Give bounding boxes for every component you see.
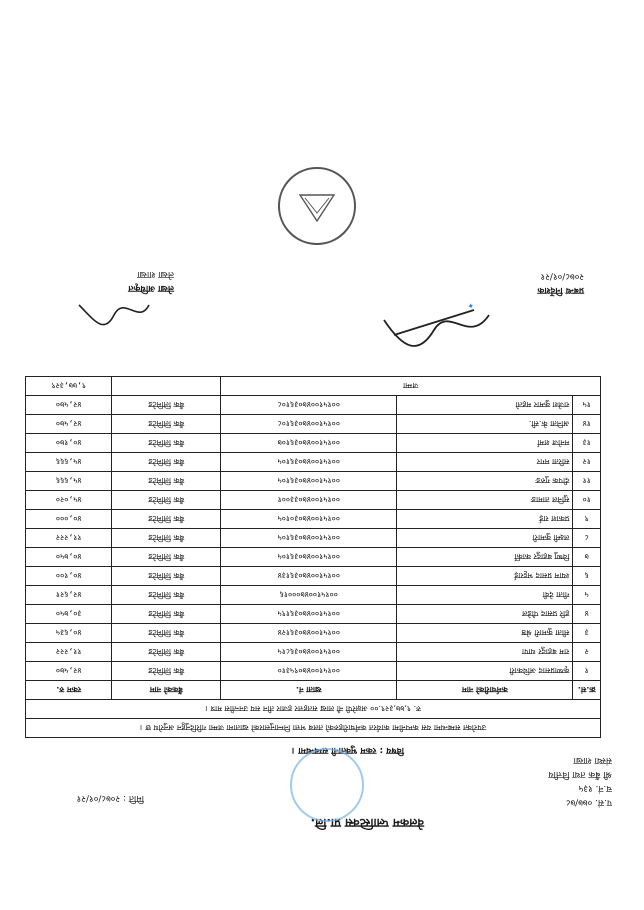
cell-name: दीपक गुरुङ <box>397 472 573 491</box>
cell-bank: बैंक लिमिटेड <box>112 396 221 415</box>
cell-bank: बैंक लिमिटेड <box>112 434 221 453</box>
table-row <box>26 529 601 548</box>
cell-name: अनिता के.सी. <box>397 415 573 434</box>
cell-amt: ४०,१७० <box>26 434 112 453</box>
cell-bank: बैंक लिमिटेड <box>112 605 221 624</box>
cell-bank: बैंक लिमिटेड <box>112 548 221 567</box>
table-row <box>26 396 601 415</box>
cell-acc: ००१५१००४७०३६८१५ <box>221 643 397 662</box>
table-row <box>26 510 601 529</box>
cell-name: लक्ष्मी कुमारी <box>397 529 573 548</box>
cell-sn: ४ <box>573 605 601 624</box>
cell-acc: ००१५१००४७०३६१०५ <box>221 472 397 491</box>
cell-amt: ४५,६६६ <box>26 472 112 491</box>
letter-date: मिति : २०७८/०१/२१ <box>76 793 144 803</box>
cell-amt: ४२,५७० <box>26 662 112 681</box>
right-signature-sub: लेखा शाखा <box>137 269 174 279</box>
total-amount: ९,७७,३२९ <box>26 377 112 396</box>
cell-amt: ४०,००० <box>26 510 112 529</box>
cell-sn: ७ <box>573 548 601 567</box>
recipient-line-2: संस्था शाखा <box>573 755 612 765</box>
company-seal <box>278 167 356 245</box>
total-label: जम्मा <box>221 377 601 396</box>
cell-bank: बैंक लिमिटेड <box>112 453 221 472</box>
cell-name: गीता देवी <box>397 586 573 605</box>
letter-number: च.नं. १३५ <box>578 783 612 793</box>
blue-stamp-text: ✦ <box>466 300 475 311</box>
cell-bank: बैंक लिमिटेड <box>112 624 221 643</box>
cell-name: कृष्णप्रसाद अधिकारी <box>397 662 573 681</box>
cell-amt: ३०,७५० <box>26 605 112 624</box>
header-name: कर्मचारीको नाम <box>397 681 573 700</box>
cell-name: सीता कुमारी श्रेष्ठ <box>397 624 573 643</box>
reference-number: प.सं. ०७७/७८ <box>565 797 612 807</box>
cell-sn: १० <box>573 491 601 510</box>
cell-sn: २ <box>573 643 601 662</box>
cell-sn: ९ <box>573 510 601 529</box>
cell-bank: बैंक लिमिटेड <box>112 662 221 681</box>
cell-acc: ००१५१००४७०३३००१ <box>221 491 397 510</box>
cell-sn: ३ <box>573 624 601 643</box>
intro-line-1: उपरोक्त सम्बन्धमा यस कम्पनीमा कार्यरत कर्मचारीहरुको तलब भत्ता निम्नानुसारको खातामा जम्मा गरिदिनुहुन अनुरोध छ । <box>26 719 601 738</box>
cell-sn: १३ <box>573 434 601 453</box>
table-row <box>26 662 601 681</box>
cell-name: राम बहादुर थापा <box>397 643 573 662</box>
cell-name: प्रकाश राई <box>397 510 573 529</box>
salary-table <box>25 376 601 738</box>
cell-acc: ००१५१००४७०३६१०५ <box>221 529 397 548</box>
cell-amt: ४०,६३५ <box>26 624 112 643</box>
cell-acc: ००१५१००४७०३६१३४ <box>221 567 397 586</box>
cell-amt: ४०,१०० <box>26 567 112 586</box>
cell-acc: ००१५१००४७०३६१९५ <box>221 605 397 624</box>
table-row <box>26 415 601 434</box>
total-spacer <box>112 377 221 396</box>
cell-sn: ५ <box>573 586 601 605</box>
cell-acc: ००१५१००४७०००१६ <box>221 586 397 605</box>
company-name: वेलकम प्लास्टिक्स प्रा.लि. <box>310 816 424 830</box>
table-row <box>26 586 601 605</box>
cell-acc: ००१५१००४७०३६१०७ <box>221 434 397 453</box>
cell-amt: ४२,५७० <box>26 415 112 434</box>
cell-name: सुनिल तामाङ <box>397 491 573 510</box>
cell-acc: ००१५१००४७०३६१०५ <box>221 453 397 472</box>
cell-name: मनोज शर्मा <box>397 434 573 453</box>
seal-emblem-icon <box>280 169 354 243</box>
cell-bank: बैंक लिमिटेड <box>112 529 221 548</box>
table-row <box>26 491 601 510</box>
cell-sn: ८ <box>573 529 601 548</box>
recipient-line-1: श्री बैंक तथा वित्तीय <box>548 769 612 779</box>
cell-name: विष्णु बहादुर कार्की <box>397 548 573 567</box>
subject-line: विषय : रकम भुक्तानी सम्बन्धमा । <box>291 745 404 755</box>
cell-sn: ११ <box>573 472 601 491</box>
cell-amt: ११,२२२ <box>26 529 112 548</box>
header-account: खाता नं. <box>221 681 397 700</box>
cell-amt: ४२,६२१ <box>26 586 112 605</box>
table-row <box>26 453 601 472</box>
left-signature-date: २०७८/०१/२१ <box>540 271 584 281</box>
cell-acc: ००१५१००४७०९५३१० <box>221 662 397 681</box>
cell-bank: बैंक लिमिटेड <box>112 491 221 510</box>
cell-sn: ६ <box>573 567 601 586</box>
cell-acc: ००१५१००४७०३६१०८ <box>221 415 397 434</box>
table-row <box>26 434 601 453</box>
table-row <box>26 624 601 643</box>
total-row <box>26 377 601 396</box>
cell-bank: बैंक लिमिटेड <box>112 586 221 605</box>
cell-sn: १२ <box>573 453 601 472</box>
cell-name: हरि प्रसाद पौडेल <box>397 605 573 624</box>
table-body <box>26 396 601 681</box>
left-signature-title: प्रबन्ध निर्देशक <box>537 285 584 295</box>
cell-amt: ४२,५७० <box>26 396 112 415</box>
cell-amt: ११,२२२ <box>26 643 112 662</box>
table-row <box>26 567 601 586</box>
cell-sn: १४ <box>573 415 601 434</box>
table-header-row <box>26 681 601 700</box>
table-row <box>26 643 601 662</box>
cell-sn: १ <box>573 662 601 681</box>
table-row <box>26 548 601 567</box>
intro-line-2: रु. ९,७७,३२९.०० अक्षरेपी नौ लाख सतहत्तर हजार तीन सय उनन्तीस मात्र । <box>26 700 601 719</box>
header-bank: बैंकको नाम <box>112 681 221 700</box>
right-signature-title: लेखा अधिकृत <box>128 283 174 293</box>
cell-bank: बैंक लिमिटेड <box>112 472 221 491</box>
cell-bank: बैंक लिमिटेड <box>112 643 221 662</box>
cell-acc: ००१५१००४७०३६१०५ <box>221 548 397 567</box>
cell-amt: ४५,६६६ <box>26 453 112 472</box>
header-sn: क्र.सं. <box>573 681 601 700</box>
cell-name: सरिता मगर <box>397 453 573 472</box>
cell-name: राजेश कुमार महतो <box>397 396 573 415</box>
cell-bank: बैंक लिमिटेड <box>112 510 221 529</box>
right-handwritten-signature <box>74 290 154 330</box>
cell-bank: बैंक लिमिटेड <box>112 415 221 434</box>
cell-acc: ००१५१००४७०३०१०५ <box>221 510 397 529</box>
header-amount: रकम रु. <box>26 681 112 700</box>
cell-bank: बैंक लिमिटेड <box>112 567 221 586</box>
cell-name: श्याम प्रसाद भट्टराई <box>397 567 573 586</box>
cell-amt: ४५,०२० <box>26 491 112 510</box>
cell-acc: ००१५१००४७०३६१०८ <box>221 396 397 415</box>
left-handwritten-signature <box>374 295 494 355</box>
cell-amt: ४०,७५० <box>26 548 112 567</box>
table-row <box>26 472 601 491</box>
header-stamp <box>290 748 364 822</box>
cell-sn: १५ <box>573 396 601 415</box>
table-row <box>26 605 601 624</box>
cell-acc: ००१५१००४७०३६१२४ <box>221 624 397 643</box>
